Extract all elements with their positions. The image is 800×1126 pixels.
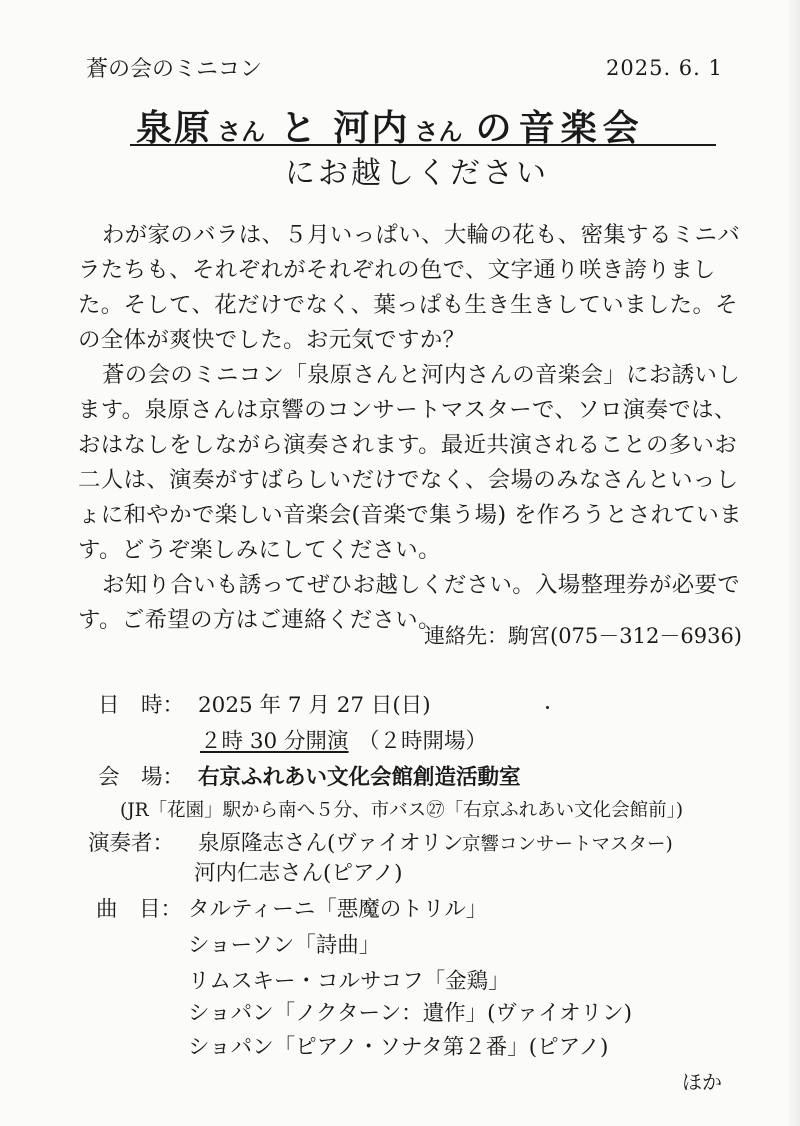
venue-label: 会 場： bbox=[98, 765, 185, 790]
date-value: 2025 年 7 月 27 日(日) bbox=[198, 693, 431, 718]
performers-label: 演奏者： bbox=[88, 831, 175, 856]
program-item: ショーソン「詩曲」 bbox=[188, 933, 381, 958]
title-name1: 泉原 bbox=[136, 107, 213, 149]
date-label: 日 時： bbox=[98, 693, 185, 718]
performer-violin: 泉原隆志さん(ヴァイオリン bbox=[198, 831, 464, 856]
title-event: 音楽会 bbox=[518, 107, 645, 149]
program-item: ショパン「ノクターン：遺作」(ヴァイオリン) bbox=[188, 1001, 632, 1026]
program-item: ショパン「ピアノ・ソナタ第２番」(ピアノ) bbox=[188, 1035, 609, 1060]
venue-access: (JR「花園」駅から南へ５分、市バス㉗「右京ふれあい文化会館前」) bbox=[120, 800, 684, 821]
paragraph-request: お知り合いも誘ってぜひお越しください。入場整理券が必要です。ご希望の方はご連絡ください。 bbox=[78, 572, 741, 633]
concert-title bbox=[130, 96, 716, 149]
series-name: 蒼の会のミニコン bbox=[86, 57, 263, 82]
title-to: と bbox=[280, 107, 319, 149]
title-name2: 河内 bbox=[333, 107, 410, 149]
program-label: 曲 目： bbox=[96, 897, 183, 922]
program-item: タルティーニ「悪魔のトリル」 bbox=[188, 897, 488, 922]
doors-time: （２時開場） bbox=[358, 729, 488, 754]
title-no: の bbox=[475, 107, 514, 149]
title-san2: さん bbox=[414, 117, 463, 146]
program-item: リムスキー・コルサコフ「金鶏」 bbox=[188, 969, 510, 994]
performer-piano: 河内仁志さん(ピアノ) bbox=[194, 861, 403, 886]
ink-speck bbox=[546, 706, 549, 709]
start-time: ２時 30 分開演 bbox=[200, 729, 349, 754]
title-line bbox=[136, 100, 645, 151]
program-others: ほか bbox=[682, 1070, 722, 1094]
paragraph-greeting: わが家のバラは、５月いっぱい、大輪の花も、密集するミニバラたちも、それぞれがそれぞれの色で、文字通り咲き誇りました。そして、花だけでなく、葉っぱも生き生きしていました。その全体が爽快でした。お元気ですか？ bbox=[78, 222, 741, 353]
title-san1: さん bbox=[217, 117, 266, 146]
venue-name: 右京ふれあい文化会館創造活動室 bbox=[198, 765, 521, 790]
performer-violin-role: 京響コンサートマスター) bbox=[462, 834, 673, 855]
issue-date: 2025. 6. 1 bbox=[606, 56, 723, 80]
page-edge-shadow bbox=[786, 0, 800, 1126]
paragraph-invitation: 蒼の会のミニコン「泉原さんと河内さんの音楽会」にお誘いします。泉原さんは京響のコンサートマスターで、ソロ演奏では、おはなしをしながら演奏されます。最近共演されることの多いお二人は、演奏がすばらしいだけでなく、会場のみなさんといっしょに和やかで楽しい音楽会(音楽で集う場) を作ろうとされています。どうぞ楽しみにしてください。 bbox=[78, 362, 742, 563]
contact-info: 連絡先：駒宮(075－312－6936) bbox=[424, 624, 742, 648]
subtitle: にお越しください bbox=[285, 156, 549, 191]
